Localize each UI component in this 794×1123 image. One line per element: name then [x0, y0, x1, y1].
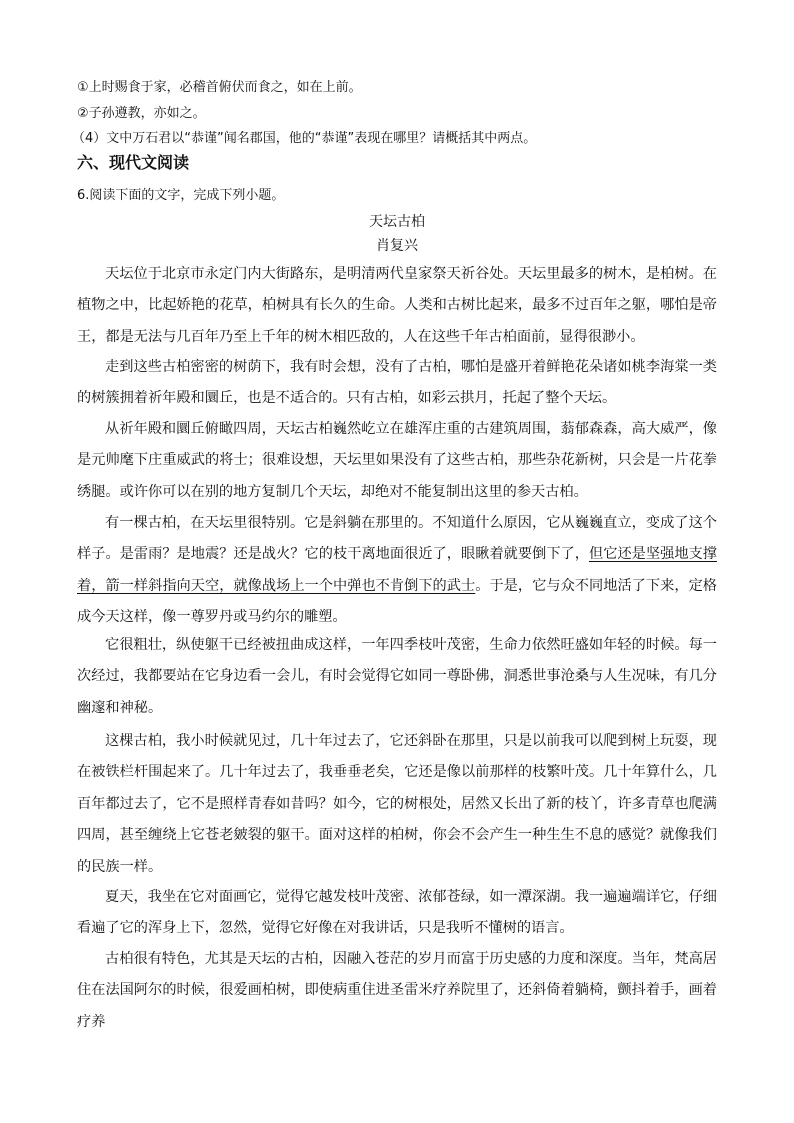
paragraph-4-text-b: 。于是，它与众不同地活了下来，定格成今天这样，像一尊罗丹或马约尔的雕塑。: [77, 577, 717, 626]
paragraph-8: 古柏很有特色，尤其是天坛的古柏，因融入苍茫的岁月而富于历史感的力度和深度。当年，梵高居住在法国阿尔的时候，很爱画柏树，即使病重住进圣雷米疗养院里了，还斜倚着躺椅，颤抖着手，画着疗养: [77, 951, 717, 1030]
paragraph-4-text-a: 有一棵古柏，在天坛里很特别。它是斜躺在那里的。不知道什么原因，它从巍巍直立，变成了这个样子。是雷雨？是地震？还是战火？它的枝干离地面很近了，眼瞅着就要倒下了，: [77, 515, 717, 563]
paragraph-6: 这棵古柏，我小时候就见过，几十年过去了，它还斜卧在那里，只是以前我可以爬到树上玩耍，现在被铁栏杆围起来了。几十年过去了，我垂垂老矣，它还是像以前那样的枝繁叶茂。几十年算什么，几百年都过去了，它不是照样青春如昔吗？如今，它的树根处，居然又长出了新的枝丫，许多青草也爬满四周，甚至缠绕上它苍老皴裂的躯干。面对这样的柏树，你会不会产生一种生生不息的感觉？就像我们的民族一样。: [77, 733, 717, 875]
paragraph-2: 走到这些古柏密密的树荫下，我有时会想，没有了古柏，哪怕是盛开着鲜艳花朵诸如桃李海棠一类的树簇拥着祈年殿和圜丘，也是不适合的。只有古柏，如彩云拱月，托起了整个天坛。: [77, 359, 717, 407]
question-item-1: ①上时赐食于家，必稽首俯伏而食之，如在上前。: [77, 80, 362, 95]
paragraph-1: 天坛位于北京市永定门内大街路东，是明清两代皇家祭天祈谷处。天坛里最多的树木，是柏树。在植物之中，比起娇艳的花草，柏树具有长久的生命。人类和古树比起来，最多不过百年之躯，哪怕是帝王，都是无法与几百年乃至上千年的树木相匹敌的，人在这些千年古柏面前，显得很渺小。: [77, 266, 717, 345]
question-item-2: ②子孙遵教，亦如之。: [77, 106, 206, 121]
paragraph-7: 夏天，我坐在它对面画它，觉得它越发枝叶茂密、浓郁苍绿，如一潭深湖。我一遍遍端详它，仔细看遍了它的浑身上下，忽然，觉得它好像在对我讲话，只是我听不懂树的语言。: [77, 889, 717, 937]
paragraph-5: 它很粗壮，纵使躯干已经被扭曲成这样，一年四季枝叶茂密，生命力依然旺盛如年轻的时候。每一次经过，我都要站在它身边看一会儿，有时会觉得它如同一尊卧佛，洞悉世事沧桑与人生况味，有几分幽邃和神秘。: [77, 637, 717, 716]
paragraph-3: 从祈年殿和圜丘俯瞰四周，天坛古柏巍然屹立在雄浑庄重的古建筑周围，蓊郁森森，高大威严，像是元帅麾下庄重威武的将士；很难设想，天坛里如果没有了这些古柏，那些杂花新树，只会是一片花拳绣腿。或许你可以在别的地方复制几个天坛，却绝对不能复制出这里的参天古柏。: [77, 421, 717, 500]
reading-instruction: 6.阅读下面的文字，完成下列小题。: [77, 188, 285, 203]
article-title: 天坛古柏: [369, 214, 425, 230]
section-heading: 六、现代文阅读: [77, 153, 190, 172]
article-author: 肖复兴: [376, 238, 418, 254]
underlined-sentence: 但它还是坚强地支撑着，箭一样斜指向天空，就像战场上一个中弹也不肯倒下的武士: [77, 546, 717, 594]
question-4: （4）文中万石君以“恭谨”闻名郡国，他的“恭谨”表现在哪里？请概括其中两点。: [72, 131, 537, 146]
paragraph-4: [77, 508, 717, 634]
